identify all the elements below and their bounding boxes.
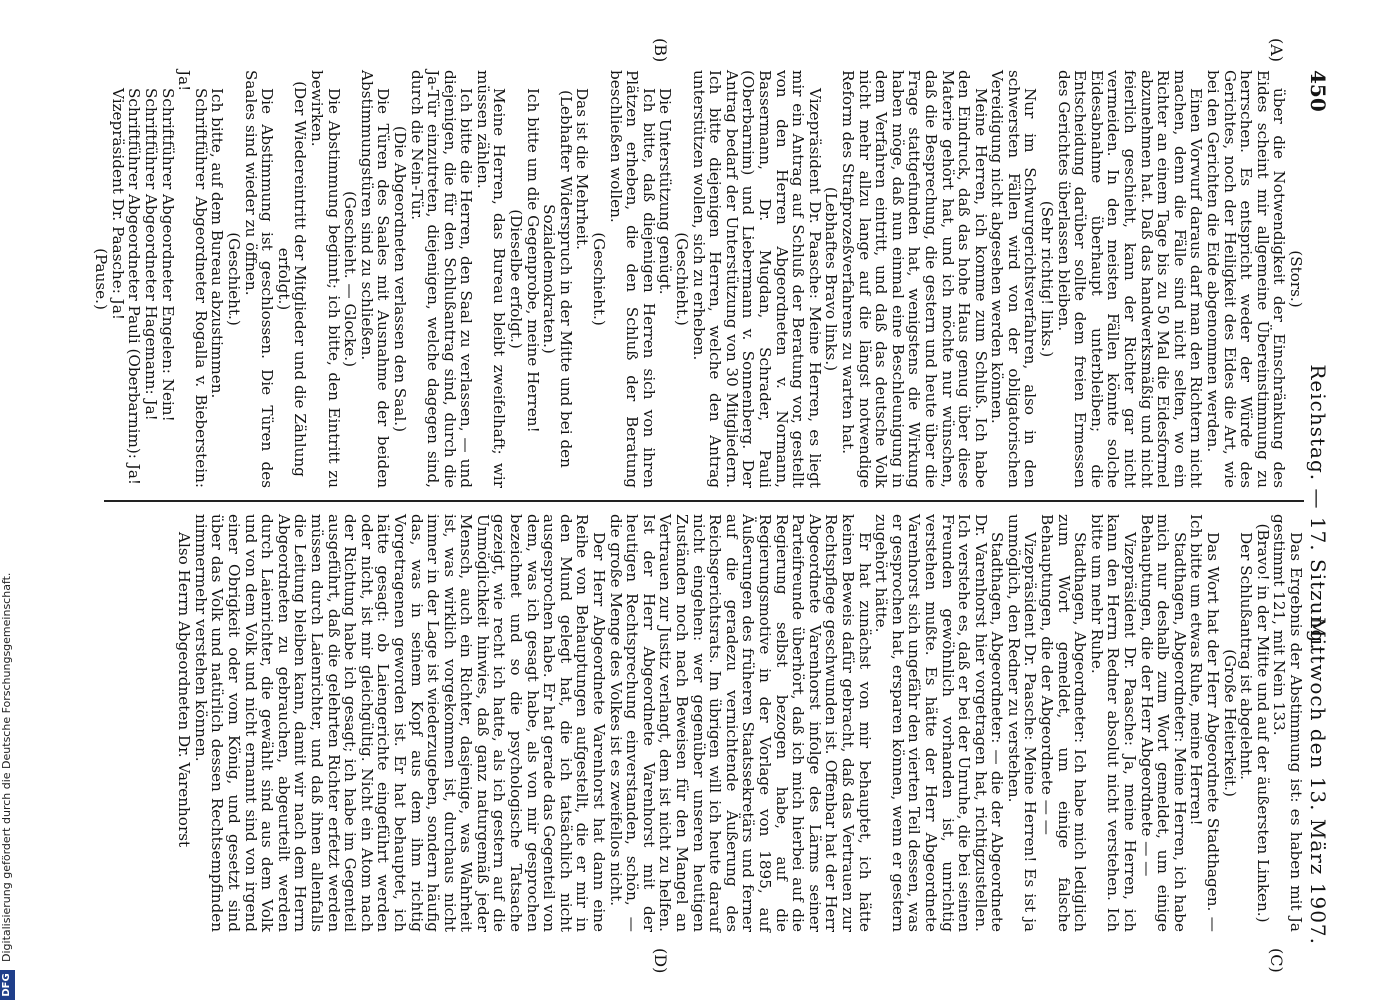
paragraph: Stadthagen, Abgeordneter: Ich habe mich lediglich zum Wort gemeldet, um einige falsche Behauptungen, die der Abgeordnete — — (1038, 514, 1090, 932)
paragraph: Ich bitte, daß diejenigen Herren sich von ihren Plätzen erheben, die den Schluß der Beratung beschließen wollen. (606, 70, 658, 488)
interjection: (Große Heiterkeit.) (1220, 649, 1239, 797)
margin-mark-d: (D) (651, 948, 670, 974)
dfg-logo-icon: DFG (0, 970, 15, 1000)
paragraph: Vizepräsident Dr. Paasche: Ja, meine Herren, ich kann den Herrn Redner absolut nicht verstehen. Ich bitte um mehr Ruhe. (1087, 514, 1140, 932)
paragraph: Einen Vorwurf daraus darf man den Richtern nicht machen, denn die Fälle sind nicht selten, wo ein Richter an einem Tage bis zu 50 Mal die Eidesformel abzunehmen hat. Daß das handwerksmäßig und nicht feierlich geschieht, kann der Richter gar nicht vermeiden. In den meisten Fällen könnte solche Eidesabnahme überhaupt unterbleiben; die Entscheidung darüber sollte dem freien Ermessen des Gerichtes überlassen bleiben. (1054, 70, 1206, 488)
vote-line: Schriftführer Abgeordneter Engelen: Nein! (158, 88, 177, 422)
paragraph: Die Abstimmung beginnt; ich bitte, den Eintritt zu bewirken. (307, 70, 343, 488)
interjection: (Geschieht.) (673, 232, 692, 326)
paragraph: Ich bitte, auf dem Bureau abzustimmen. (208, 88, 227, 399)
interjection: (Dieselbe erfolgt.) (507, 209, 526, 349)
paragraph: Nur im Schwurgerichtsverfahren, also in den schwersten Fällen wird von der obligatorischen Vereidigung nicht abgesehen werden können. (988, 70, 1040, 488)
paragraph: Die Abstimmung ist geschlossen. Die Türen des Saales sind wieder zu öffnen. (241, 70, 277, 488)
vote-line: Schriftführer Abgeordneter Hagemann: Ja! (142, 88, 161, 421)
paragraph: Also Herrn Abgeordneten Dr. Varenhorst (175, 532, 194, 848)
paragraph: Vizepräsident Dr. Paasche: Meine Herren, es liegt mir ein Antrag auf Schluß der Beratung vor, gestellt von den Herren Abgeordneten v. Normann, Bassermann, Dr. Mugdan, Schrader, Pauli (Oberbarnim) und Liebermann v. Sonnenberg. Der Antrag bedarf der Unterstützung von 30 Mitgliedern. Ich bitte diejenigen Herren, welche den Antrag unterstützen wollen, sich zu erheben. (689, 70, 824, 488)
vote-line: Schriftführer Abgeordneter Pauli (Oberbarnim): Ja! (125, 88, 144, 485)
vote-line: Vizepräsident Dr. Paasche: Ja! (108, 88, 127, 320)
paragraph: Die Unterstützung genügt. (656, 88, 675, 295)
paragraph: Ich bitte um die Gegenprobe, meine Herren! (523, 88, 542, 433)
margin-mark-b: (B) (651, 38, 670, 63)
interjection: (Geschieht. — Glocke.) (341, 190, 360, 368)
interjection: (Bravo! in der Mitte und auf der äußersten Linken.) (1253, 523, 1272, 923)
column-divider (104, 500, 1304, 502)
vote-line: Schriftführer Abgeordneter Rogalla v. Bieberstein: Ja! (175, 70, 210, 488)
running-title: Reichstag. — 17. Sitzung. (1306, 364, 1330, 651)
digitization-footer (0, 0, 18, 1000)
interjection: (Die Abgeordneten verlassen den Saal.) (390, 125, 409, 433)
paragraph: Er hat zunächst von mir behauptet, ich hätte keinen Beweis dafür gebracht, daß das Vertrauen zur Rechtspflege geschwunden ist. Offenbar hat der Herr Abgeordnete Varenhorst infolge des Lärms seiner Parteifreunde überhört, daß ich mich hierbei auf die Regierung selbst bezogen habe, auf die Regierungsmotive in der Vorlage von 1895, auf Äußerungen des früheren Staatssekretärs und ferner auf die geradezu vernichtende Äußerung des Reichsgerichtsrats. Im übrigen will ich heute darauf nicht eingehen: wer gegenüber unseren heutigen Zuständen noch nach Beweisen für den Mangel an Vertrauen zur Justiz verlangt, dem ist nicht zu helfen. Ist der Herr Abgeordnete Varenhorst mit der heutigen Rechtsprechung einverstanden, schön, — die große Menge des Volkes ist es zweifellos nicht. (606, 514, 874, 932)
interjection: (Sehr richtig! links.) (1038, 200, 1057, 358)
margin-mark-c: (C) (1267, 948, 1286, 973)
paragraph: Das ist die Mehrheit. (573, 88, 592, 250)
paragraph: Stadthagen, Abgeordneter: — die der Abgeordnete Dr. Varenhorst hier vorgetragen hat, richtigzustellen. Ich verstehe es, daß er bei der Unruhe, die bei seinen Freunden gewöhnlich vorhanden ist, unrichtig verstehen mußte. Es hätte der Herr Abgeordnete Varenhorst sich ungefähr den vierten Teil dessen, was er gesprochen hat, ersparen können, wenn er gestern zugehört hätte. (872, 514, 1007, 932)
footer-text: Digitalisierung gefördert durch die Deutsche Forschungsgemeinschaft. (0, 572, 13, 962)
left-column (93, 70, 1304, 488)
paragraph: Der Schlußantrag ist abgelehnt. (1237, 532, 1256, 780)
paragraph: Meine Herren, das Bureau bleibt zweifelhaft; wir müssen zählen. (473, 70, 509, 488)
interjection: (Lebhaftes Bravo links.) (822, 186, 841, 372)
session-date: Mittwoch den 13. März 1907. (1306, 617, 1330, 945)
interjection: (Geschieht.) (225, 232, 243, 326)
interjection: (Lebhafter Widerspruch in der Mitte und bei den Sozialdemokraten.) (540, 90, 575, 468)
margin-mark-a: (A) (1267, 38, 1286, 63)
paragraph: über die Notwendigkeit der Einschränkung des Eides scheint mir allgemeine Übereinstimmung zu herrschen. Es entspricht weder der Würde des Gerichtes, noch der Heiligkeit des Eides die Art, wie bei den Gerichten die Eide abgenommen werden. (1204, 70, 1289, 488)
paragraph: (Stors.) (1287, 250, 1305, 308)
page-number: 450 (1306, 70, 1330, 112)
paragraph: Das Wort hat der Herr Abgeordnete Stadthagen. — Ich bitte um etwas Ruhe, meine Herren! (1187, 514, 1223, 932)
interjection: (Pause.) (92, 248, 111, 310)
interjection: (Geschieht.) (590, 232, 609, 326)
document-page (80, 38, 1330, 974)
page-header (1304, 70, 1330, 945)
paragraph: Ich bitte die Herren, den Saal zu verlassen, — und diejenigen, die für den Schlußantrag sind, durch die Ja-Tür einzutreten, diejenigen, welche dagegen sind, durch die Nein-Tür. (407, 70, 476, 488)
right-column (176, 514, 1304, 932)
interjection: (Der Wiedereintritt der Mitglieder und die Zählung erfolgt.) (274, 81, 310, 477)
paragraph: Das Ergebnis der Abstimmung ist: es haben mit Ja gestimmt 121, mit Nein 133. (1270, 514, 1305, 932)
paragraph: Stadthagen, Abgeordneter: Meine Herren, ich habe mich nur deshalb zum Wort gemeldet, um einige Behauptungen, die der Herr Abgeordnete — — (1137, 514, 1189, 932)
paragraph: Die Türen des Saales mit Ausnahme der beiden Abstimmungstüren sind zu schließen. (357, 70, 393, 488)
paragraph: Der Herr Abgeordnete Varenhorst hat dann eine Reihe von Behauptungen aufgestellt, die er mir in den Mund gelegt hat, die ich tatsächlich nicht ausgesprochen habe. Er hat gerade das Gegenteil von dem, was ich gesagt habe, als von mir gesprochen bezeichnet und so die psychologische Tatsache gezeigt, wie recht ich hatte, als ich gestern auf die Unmöglichkeit hinwies, daß ganz naturgemäß jeder Mensch, auch ein Richter, dasjenige, was Wahrheit ist, was wirklich vorgekommen ist, durchaus nicht immer in der Lage ist wiederzugeben, sondern häufig das, was in seinem Kopf aus dem ihm richtig Vorgetragenen geworden ist. Er hat behauptet, ich hätte gesagt: ob Laiengerichte eingeführt werden oder nicht, ist mir gleichgültig. Nicht ein Atom nach der Richtung habe ich gesagt; ich habe im Gegenteil ausgeführt, daß die gelehrten Richter erfetzt werden müssen durch Laienrichter, und daß ihnen allenfalls die Leitung bleiben kann, damit wir nach dem Herrn Abgeordneten zu gebrauchen, abgeurteilt werden durch Laienrichter, die gewählt sind aus dem Volk und von dem Volk und nicht ernannt sind von irgend einer Obrigkeit oder vom König, und gesetzt sind über das Volk und natürlich dessen Rechtsempfinden nimmermehr verstehen können. (191, 514, 609, 932)
paragraph: Meine Herren, ich komme zum Schluß. Ich habe den Eindruck, daß das hohe Haus genug über diese Materie gehört hat, und ich möchte nur wünschen, daß die Besprechung, die gestern und heute über die Frage stattgefunden hat, wenigstens die Wirkung haben möge, daß nun einmal eine Beschleunigung in dem Verfahren eintritt, und daß das deutsche Volk nicht mehr allzu lange auf die längst notwendige Reform des Strafprozeßverfahrens zu warten hat. (838, 70, 990, 488)
paragraph: Vizepräsident Dr. Paasche: Meine Herren! Es ist ja unmöglich, den Redner zu verstehen. (1004, 514, 1040, 932)
